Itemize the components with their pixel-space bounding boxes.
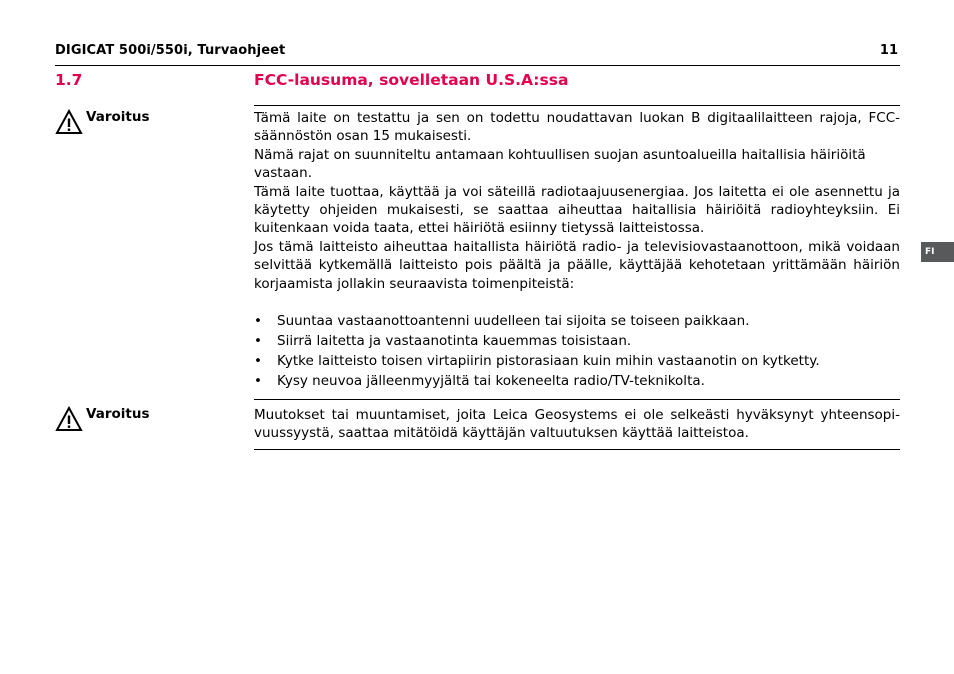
paragraph: Nämä rajat on suunniteltu antamaan kohtuullisen suojan asuntoalueilla haitallisia häiriöitä vastaan.: [254, 146, 866, 182]
list-item-text: Siirrä laitetta ja vastaanotinta kauemmas toisistaan.: [277, 333, 632, 349]
measures-list: [254, 313, 900, 393]
warning-1-text: [254, 109, 900, 293]
document-header-title: DIGICAT 500i/550i, Turvaohjeet: [55, 43, 286, 58]
warning-label-text: Varoitus: [86, 406, 150, 422]
warning-label-text: Varoitus: [86, 109, 150, 125]
paragraph: Tämä laite tuottaa, käyttää ja voi säteillä radiotaajuusenergiaa. Jos laitetta ei ole asennettu ja käytetty ohjeiden mukaisesti, se saattaa aiheuttaa haitallisia häiriöitä radioyhteyksiin. Ei kuitenkaan voida taata, ettei häiriötä esiinny tietyssä laitteistossa.: [254, 183, 900, 237]
paragraph: Muutokset tai muuntamiset, joita Leica Geosystems ei ole selkeästi hyväksynyt yhteensopi-vuussyystä, saattaa mitätöidä käyttäjän valtuutuksen käyttää laitteistoa.: [254, 407, 900, 442]
list-item-text: Kysy neuvoa jälleenmyyjältä tai kokeneelta radio/TV-teknikolta.: [277, 373, 705, 389]
list-item: [254, 313, 900, 333]
section-number: 1.7: [55, 71, 83, 89]
section-divider: [254, 105, 900, 106]
warning-label-2: [55, 406, 149, 432]
warning-triangle-icon: [55, 406, 83, 432]
paragraph: Tämä laite on testattu ja sen on todettu noudattavan luokan B digitaalilaitteen rajoja, FCC-säännöstön osan 15 mukaisesti.: [254, 110, 900, 145]
bullet-icon: •: [254, 333, 262, 349]
warning-label-1: [55, 109, 149, 135]
list-item-text: Suuntaa vastaanottoantenni uudelleen tai sijoita se toiseen paikkaan.: [277, 313, 750, 329]
language-tab: FI: [921, 242, 954, 262]
header-divider: [55, 65, 900, 66]
section-title: FCC-lausuma, sovelletaan U.S.A:ssa: [254, 71, 569, 89]
list-item: [254, 353, 900, 373]
warning-triangle-icon: [55, 109, 83, 135]
warning-divider: [254, 399, 900, 400]
warning-2-text: [254, 406, 900, 443]
bullet-icon: •: [254, 353, 262, 369]
list-item: [254, 373, 900, 393]
paragraph: Jos tämä laitteisto aiheuttaa haitallista häiriötä radio- ja televisiovastaanottoon, mikä voidaan selvittää kytkemällä laitteisto pois päältä ja päälle, käyttäjää kehotetaan yrittämään häiriön korjaamista jollakin seuraavista toimenpiteistä:: [254, 238, 900, 292]
bullet-icon: •: [254, 373, 262, 389]
bullet-icon: •: [254, 313, 262, 329]
bottom-divider: [254, 449, 900, 450]
page-number: 11: [879, 43, 898, 58]
list-item: [254, 333, 900, 353]
list-item-text: Kytke laitteisto toisen virtapiirin pistorasiaan kuin mihin vastaanotin on kytketty.: [277, 353, 820, 369]
